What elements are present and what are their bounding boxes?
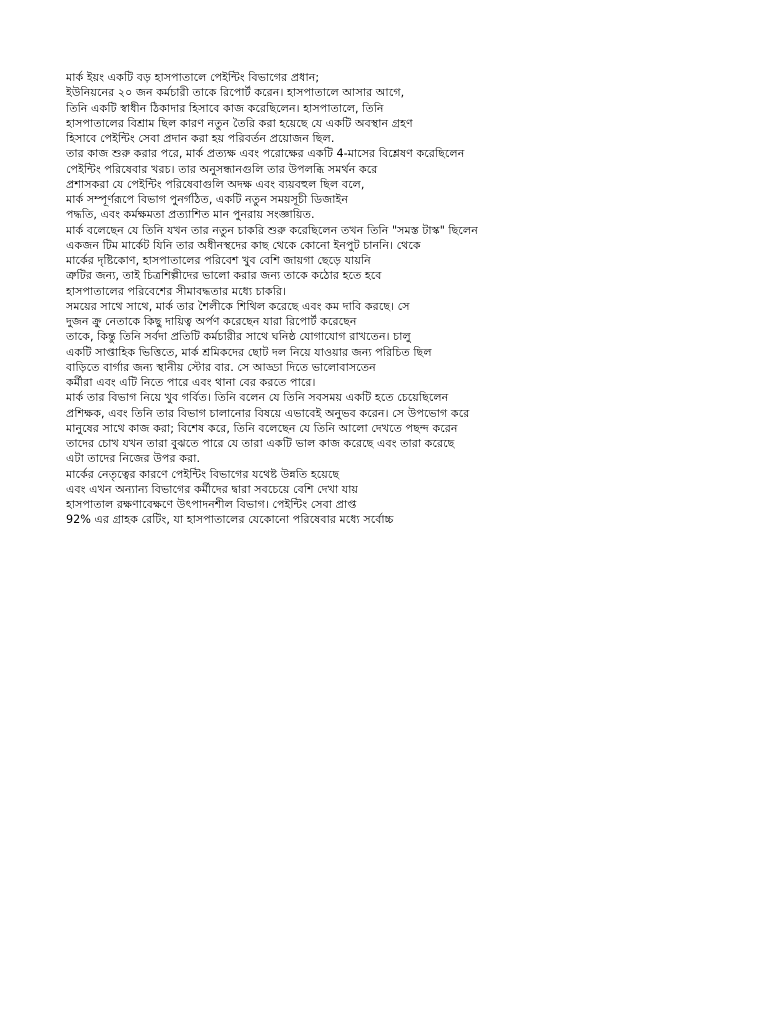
text-line: ইউনিয়নের ২০ জন কর্মচারী তাকে রিপোর্ট করেন। হাসপাতালে আসার আগে, (66, 86, 405, 100)
text-line: হাসপাতাল রক্ষণাবেক্ষণে উৎপাদনশীল বিভাগ। পেইন্টিং সেবা প্রাপ্ত (66, 498, 357, 511)
text-line: মার্কের দৃষ্টিকোণ, হাসপাতালের পরিবেশ খুব বেশি জায়গা ছেড়ে যায়নি (66, 254, 371, 267)
text-line: তাদের চোখ যখন তারা বুঝতে পারে যে তারা একটি ভাল কাজ করেছে এবং তারা করেছে (66, 437, 455, 450)
text-line: 92% এর গ্রাহক রেটিং, যা হাসপাতালের যেকোনো পরিষেবার মধ্যে সর্বোচ্চ (66, 513, 394, 527)
text-line: মার্ক সম্পূর্ণরূপে বিভাগ পুনর্গঠিত, একটি নতুন সময়সূচী ডিজাইন (66, 193, 348, 206)
text-line: বাড়িতে বার্গার জন্য স্থানীয় স্টোর বার. সে আড্ডা দিতে ভালোবাসতেন (66, 360, 376, 374)
text-line: প্রশিক্ষক, এবং তিনি তার বিভাগ চালানোর বিষয়ে এভাবেই অনুভব করেন। সে উপভোগ করে (66, 406, 470, 420)
text-line: প্রশাসকরা যে পেইন্টিং পরিষেবাগুলি অদক্ষ এবং ব্যয়বহুল ছিল বলে, (66, 177, 365, 191)
text-line: মার্ক ইয়ং একটি বড় হাসপাতালে পেইন্টিং বিভাগের প্রধান; (66, 71, 320, 84)
text-line: হাসপাতালের পরিবেশের সীমাবদ্ধতার মধ্যে চাকরি। (66, 284, 287, 298)
text-line: পদ্ধতি, এবং কর্মক্ষমতা প্রত্যাশিত মান পুনরায় সংজ্ঞায়িত. (66, 208, 315, 222)
text-line: তার কাজ শুরু করার পরে, মার্ক প্রত্যক্ষ এবং পরোক্ষের একটি 4-মাসের বিশ্লেষণ করেছিলেন (66, 147, 465, 161)
text-line: মার্ক বলেছেন যে তিনি যখন তার নতুন চাকরি শুরু করেছিলেন তখন তিনি "সমস্ত টাস্ক" ছিলেন (66, 223, 478, 237)
text-line: পেইন্টিং পরিষেবার খরচ। তার অনুসন্ধানগুলি তার উপলব্ধি সমর্থন করে (66, 162, 378, 176)
text-line: হাসপাতালের বিশ্রাম ছিল কারণ নতুন তৈরি করা হয়েছে যে একটি অবস্থান গ্রহণ (66, 116, 413, 130)
text-line: ত্রুটির জন্য, তাই চিত্রশিল্পীদের ভালো করার জন্য তাকে কঠোর হতে হবে (66, 269, 382, 283)
text-line: দুজন ক্রু নেতাকে কিছু দায়িত্ব অর্পণ করেছেন যারা রিপোর্ট করেছেন (66, 315, 357, 328)
text-line: তিনি একটি স্বাধীন ঠিকাদার হিসাবে কাজ করেছিলেন। হাসপাতালে, তিনি (66, 101, 384, 115)
text-line: এটা তাদের নিজের উপর করা. (66, 452, 201, 466)
text-line: একজন টিম মার্কেট যিনি তার অধীনস্থদের কাছ থেকে কোনো ইনপুট চাননি। থেকে (66, 238, 421, 252)
text-line: মার্কের নেতৃত্বের কারণে পেইন্টিং বিভাগের যথেষ্ট উন্নতি হয়েছে (66, 467, 340, 481)
text-line: সময়ের সাথে সাথে, মার্ক তার শৈলীকে শিথিল করেছে এবং কম দাবি করছে। সে (66, 299, 410, 313)
text-line: এবং এখন অন্যান্য বিভাগের কর্মীদের দ্বারা সবচেয়ে বেশি দেখা যায় (66, 482, 359, 496)
text-line: একটি সাপ্তাহিক ভিত্তিতে, মার্ক শ্রমিকদের ছোট দল নিয়ে যাওয়ার জন্য পরিচিত ছিল (66, 345, 432, 359)
text-line: কর্মীরা এবং এটি নিতে পারে এবং থানা বের করতে পারে। (66, 376, 316, 389)
document-body (66, 70, 706, 528)
text-line: মার্ক তার বিভাগ নিয়ে খুব গর্বিত। তিনি বলেন যে তিনি সবসময় একটি হতে চেয়েছিলেন (66, 391, 449, 405)
text-line: তাকে, কিন্তু তিনি সর্বদা প্রতিটি কর্মচারীর সাথে ঘনিষ্ঠ যোগাযোগ রাখতেন। চালু (66, 330, 411, 344)
text-line: হিসাবে পেইন্টিং সেবা প্রদান করা হয় পরিবর্তন প্রয়োজন ছিল. (66, 132, 335, 145)
text-line: মানুষের সাথে কাজ করা; বিশেষ করে, তিনি বলেছেন যে তিনি আলো দেখতে পছন্দ করেন (66, 421, 458, 435)
